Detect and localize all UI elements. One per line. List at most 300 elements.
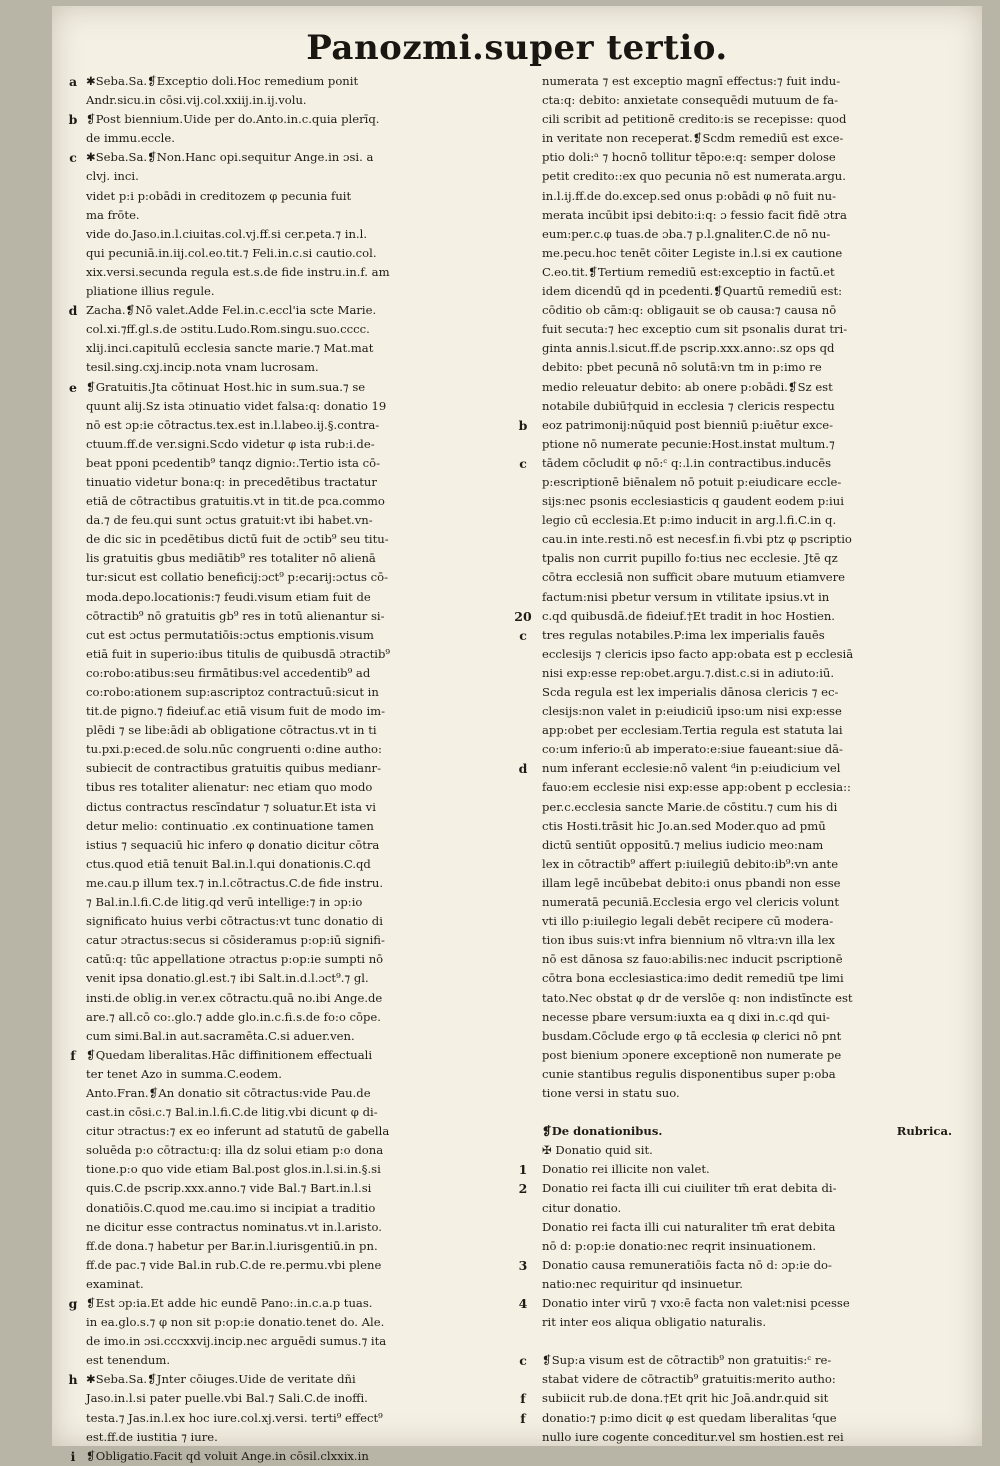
line-text: dictus contractus rescīndatur ⁊ soluatur.Et ista vi [86,799,376,814]
text-line [514,607,952,626]
line-text: num inferant ecclesie:nō valent ᵈin p:eiudicium vel [542,761,841,776]
text-line [86,1008,526,1027]
line-text: etiā de cōtractibus gratuitis.vt in tit.de pca.commo [86,494,385,509]
line-text: Jaso.in.l.si pater puelle.vbi Bal.⁊ Sali.C.de inoffi. [86,1391,368,1406]
text-line [542,1027,952,1046]
text-line [86,702,526,721]
text-line [68,110,526,129]
line-text: Donatio rei facta illi cui naturaliter tm̄ erat debita [542,1219,836,1234]
line-text: citur ɔtractus:⁊ ex eo inferunt ad statutū de gabella [86,1124,390,1139]
line-text: natio:nec requiritur qd insinuetur. [542,1276,743,1291]
text-line [86,339,526,358]
text-line [542,817,952,836]
line-text: tur:sicut est collatio beneficij:ɔct⁹ p:ecarij:ɔctus cō- [86,570,389,585]
text-line [542,645,952,664]
text-line [542,1428,952,1447]
line-text: factum:nisi pbetur versum in vtilitate ipsius.vt in [542,589,830,604]
text-line [86,1199,526,1218]
text-line [86,1218,526,1237]
text-line [542,778,952,797]
line-text: examinat. [86,1276,144,1291]
text-line [86,1103,526,1122]
line-text: tres regulas notabiles.P:ima lex imperialis fauēs [542,627,825,642]
text-line [86,511,526,530]
line-text: cut est ɔctus permutatiōis:ɔctus emptionis.visum [86,627,374,642]
line-text: xlij.inci.capitulū ecclesia sancte marie.⁊ Mat.mat [86,341,374,356]
line-text: Scda regula est lex imperialis dānosa clericis ⁊ ec- [542,685,839,699]
text-line [86,664,526,683]
line-text: necesse pbare versum:iuxta ea q dixi in.c.qd qui- [542,1009,830,1024]
line-text: in.l.ij.ff.de do.excep.sed onus p:obādi φ nō fuit nu- [542,188,836,203]
margin-note-marker: f [520,1410,526,1426]
text-line [518,416,952,435]
line-text: debito: pbet pecunā nō solutā:vn tm in p:imo re [542,360,822,375]
margin-note-marker: 20 [514,608,532,624]
line-text: nō est dānosa sz fauo:abilis:nec inducit pscriptionē [542,952,843,967]
line-text: Andr.sicu.in cōsi.vij.col.xxiij.in.ij.volu. [86,93,307,108]
line-text: ptione nō numerate pecunie:Host.instat multum.⁊ [542,436,835,451]
line-text: cōtractib⁹ nō gratuitis gb⁹ res in totū alienantur si- [86,608,385,623]
text-line [86,989,526,1008]
text-line [542,301,952,320]
text-line [542,989,952,1008]
text-line [542,1046,952,1065]
line-text: citur donatio. [542,1200,622,1215]
text-line [542,282,952,301]
text-line [542,664,952,683]
margin-note-marker: b [68,112,78,128]
line-text: cta:q: debito: anxietate consequēdi mutuum de fa- [542,93,839,108]
line-text: Donatio causa remuneratiōis facta nō d: ɔp:ie do- [542,1257,832,1272]
text-line [86,244,526,263]
text-line [518,1160,952,1179]
line-text: ✱Seba.Sa.❡Exceptio doli.Hoc remedium ponit [86,74,359,88]
line-text: quis.C.de pscrip.xxx.anno.⁊ vide Bal.⁊ Bart.in.l.si [86,1181,372,1196]
text-line [542,969,952,988]
line-text: me.cau.p illum tex.⁊ in.l.cōtractus.C.de fide instru. [86,875,384,890]
line-text: ginta annis.l.sicut.ff.de pscrip.xxx.anno:.sz ops qd [542,341,835,356]
margin-note-marker: 3 [518,1257,528,1273]
text-line [86,1122,526,1141]
text-line [86,454,526,473]
text-line [86,1332,526,1351]
text-line [542,798,952,817]
line-text: vide do.Jaso.in.l.ciuitas.col.vj.ff.si cer.peta.⁊ in.l. [86,226,368,241]
book-page [52,6,982,1464]
line-text: cast.in cōsi.c.⁊ Bal.in.l.fi.C.de litig.vbi dicunt φ di- [86,1105,378,1120]
line-text: cōtra ecclesiā non sufficit ɔbare mutuum etiamvere [542,570,846,585]
line-text: cum simi.Bal.in aut.sacramēta.C.si aduer.ven. [86,1028,355,1043]
text-line [86,416,526,435]
line-text: per.c.ecclesia sancte Marie.de cōstitu.⁊ cum his di [542,799,838,814]
line-text: medio releuatur debito: ab onere p:obādi.❡Sz est [542,379,833,394]
text-line [542,225,952,244]
line-text: soluēda p:o cōtractu:q: illa dz solui etiam p:o dona [86,1143,384,1158]
text-line [542,167,952,186]
text-line [86,1237,526,1256]
margin-note-marker: f [70,1047,76,1063]
line-text: ✱Seba.Sa.❡Non.Hanc opi.sequitur Ange.in ɔsi. a [86,150,374,165]
text-line [69,148,526,167]
rubric-heading [542,1122,952,1141]
text-line [86,855,526,874]
text-line [542,397,952,416]
line-text: testa.⁊ Jas.in.l.ex hoc iure.col.xj.versi. terti⁹ effect⁹ [86,1410,383,1425]
text-line [542,740,952,759]
line-text: ❡Post biennium.Uide per do.Anto.in.c.quia plerīq. [86,112,380,127]
rubric-title: ❡De donationibus. [542,1124,663,1139]
text-line [86,435,526,454]
line-text: ecclesijs ⁊ clericis ipso facto app:obata est p ecclesiā [542,646,854,661]
text-line [86,397,526,416]
margin-note-marker: d [68,303,78,319]
text-line [68,1294,526,1313]
text-line [86,836,526,855]
text-line [542,721,952,740]
line-text: ⁊ Bal.in.l.fi.C.de litig.qd verū intellige:⁊ in ɔp:io [86,895,363,910]
text-line [86,1389,526,1408]
line-text: ✱Seba.Sa.❡Jnter cōiuges.Uide de veritate dñi [86,1372,356,1387]
line-text: cau.in inte.resti.nō est necesf.in fi.vbi ptz φ pscriptio [542,532,852,547]
text-line [542,683,952,702]
text-line [542,339,952,358]
text-line [542,91,952,110]
line-text: Donatio inter virū ⁊ vxo:ē facta non valet:nisi pcesse [542,1296,850,1310]
line-text: Zacha.❡Nō valet.Adde Fel.in.c.eccl'ia scte Marie. [86,303,377,318]
rubric-summary [518,1141,952,1332]
line-text: eoz patrimonij:nūquid post bienniū p:iuētur exce- [542,417,834,432]
margin-note-marker: b [518,417,528,433]
text-line [86,206,526,225]
text-line [542,588,952,607]
margin-note-marker: c [519,627,527,643]
margin-note-marker: 4 [518,1296,528,1311]
line-text: ctis Hosti.trāsit hic Jo.an.sed Moder.quo ad pmū [542,818,826,833]
line-text: Donatio rei illicite non valet. [542,1162,710,1177]
text-line [68,301,526,320]
line-text: co:robo:ationem sup:ascriptoz contractuū:sicut in [86,685,379,699]
text-line [518,1256,952,1275]
text-line [542,263,952,282]
margin-note-marker: 2 [518,1181,528,1197]
line-text: lex in cōtractib⁹ affert p:iuilegiū debito:ib⁹:vn ante [542,856,839,871]
margin-note-marker: g [68,1296,78,1311]
line-text: nullo iure cogente conceditur.vel sm hostien.est rei [542,1429,844,1444]
text-line [86,626,526,645]
text-line [70,1447,526,1466]
text-line [68,1370,526,1389]
line-text: ctuum.ff.de ver.signi.Scdo videtur φ ista rub:i.de- [86,436,375,451]
line-text: venit ipsa donatio.gl.est.⁊ ibi Salt.in.d.l.ɔct⁹.⁊ gl. [86,971,369,986]
line-text: de immu.eccle. [86,131,175,146]
line-text: C.eo.tit.❡Tertium remediū est:exceptio in factū.et [542,264,835,279]
line-text: merata incūbit ipsi debito:i:q: ɔ fessio facit fidē ɔtra [542,207,847,222]
text-line [542,874,952,893]
line-text: quunt alij.Sz ista ɔtinuatio videt falsa:q: donatio 19 [86,398,387,413]
text-line [86,358,526,377]
text-line [86,721,526,740]
line-text: plēdi ⁊ se libe:ādi ab obligatione cōtractus.vt in ti [86,723,377,738]
line-text: petit credito::ex quo pecunia nō est numerata.argu. [542,169,846,184]
text-line [542,148,952,167]
text-line [86,645,526,664]
line-text: legio cū ecclesia.Et p:imo inducit in arg.l.fi.C.in q. [542,513,837,528]
line-text: idem dicendū qd in pcedenti.❡Quartū remediū est: [542,284,843,299]
line-text: insti.de oblig.in ver.ex cōtractu.quā no.ibi Ange.de [86,990,383,1005]
text-line [519,626,952,645]
text-line [542,72,952,91]
text-line [542,187,952,206]
line-text: ❡Sup:a visum est de cōtractib⁹ non gratuitis:ᶜ re- [542,1353,832,1368]
line-text: cōditio ob cām:q: obligauit se ob causa:⁊ causa nō [542,303,837,318]
line-text: nō d: p:op:ie donatio:nec reqrit insinuationem. [542,1238,817,1253]
text-line [542,1370,952,1389]
line-text: busdam.Cōclude ergo φ tā ecclesia φ clerici nō pnt [542,1028,842,1043]
line-text: tit.de pigno.⁊ fideiuf.ac etiā visum fuit de modo im- [86,704,386,719]
line-text: fuit secuta:⁊ hec exceptio cum sit psonalis durat tri- [542,322,848,337]
line-text: significato huius verbi cōtractus:vt tunc donatio di [86,914,383,929]
text-line [86,740,526,759]
margin-note-marker: d [518,761,528,777]
text-line [542,855,952,874]
line-text: moda.depo.locationis:⁊ feudi.visum etiam fuit de [86,589,371,604]
line-text: Anto.Fran.❡An donatio sit cōtractus:vide Pau.de [86,1085,371,1100]
text-line [86,1275,526,1294]
text-line [86,798,526,817]
text-line [86,129,526,148]
line-text: subiicit rub.de dona.†Et qrit hic Joā.andr.quid sit [542,1391,829,1406]
text-line [520,1389,952,1408]
line-text: stabat videre de cōtractib⁹ gratuitis:merito autho: [542,1372,836,1387]
text-line [542,568,952,587]
text-line [86,607,526,626]
line-text: qui pecuniā.in.iij.col.eo.tit.⁊ Feli.in.c.si cautio.col. [86,245,377,260]
line-text: ❡Quedam liberalitas.Hāc diffinitionem effectuali [86,1047,373,1062]
line-text: da.⁊ de feu.qui sunt ɔctus gratuit:vt ibi habet.vn- [86,513,373,528]
line-text: est.ff.de iustitia ⁊ iure. [86,1429,218,1444]
text-line [542,244,952,263]
line-text: ma frōte. [86,207,140,222]
text-line [86,588,526,607]
line-text: detur melio: continuatio .ex continuatione tamen [86,818,374,833]
line-text: rit inter eos aliqua obligatio naturalis. [542,1315,767,1330]
rubric-label: Rubrica. [896,1124,952,1139]
text-line [542,1199,952,1218]
right-column [514,72,952,1447]
line-text: in veritate non receperat.❡Scdm remediū est exce- [542,131,844,146]
text-line [542,549,952,568]
line-text: tione versi in statu suo. [542,1085,680,1100]
line-text: post bienium ɔponere exceptionē non numerate pe [542,1047,842,1062]
line-text: notabile dubiū†quid in ecclesia ⁊ clericis respectu [542,398,835,413]
line-text: tione.p:o quo vide etiam Bal.post glos.in.l.si.in.§.si [86,1162,381,1177]
text-line [86,1179,526,1198]
text-line [86,778,526,797]
line-text: fauo:em ecclesie nisi exp:esse app:obent p ecclesia:: [542,780,851,795]
line-text: ptio doli:ᵃ ⁊ hocnō tollitur tēpo:e:q: semper dolose [542,150,836,165]
line-text: cunie stantibus regulis disponentibus super p:oba [542,1066,836,1081]
line-text: co:um inferio:ū ab imperato:e:siue faueant:siue dā- [542,742,843,757]
text-line [86,530,526,549]
line-text: lis gratuitis gbus mediātib⁹ res totaliter nō alienā [86,551,376,566]
line-text: col.xi.⁊ff.gl.s.de ɔstitu.Ludo.Rom.singu.suo.cccc. [86,322,370,337]
margin-note-marker: e [69,379,77,395]
text-line [542,358,952,377]
line-text: est tenendum. [86,1353,171,1368]
line-text: ❡Obligatio.Facit qd voluit Ange.in cōsil.clxxix.in [86,1448,369,1463]
margin-note-marker: c [519,455,527,471]
text-line [86,683,526,702]
line-text: nisi exp:esse rep:obet.argu.⁊.dist.c.si in adiuto:iū. [542,665,835,680]
line-text: in ea.glo.s.⁊ φ non sit p:op:ie donatio.tenet do. Ale. [86,1315,385,1330]
line-text: ff.de pac.⁊ vide Bal.in rub.C.de re.permu.vbi plene [86,1257,382,1272]
text-line [542,836,952,855]
text-line [542,435,952,454]
text-line [86,225,526,244]
text-line [86,817,526,836]
text-line [542,893,952,912]
line-text: tu.pxi.p:eced.de solu.nūc congruenti o:dine autho: [86,742,382,757]
text-line [519,454,952,473]
text-line [542,1084,952,1103]
line-text: tpalis non currit pupillo fo:tius nec ecclesie. Jtē qz [542,551,838,566]
line-text: ❡Gratuitis.Jta cōtinuat Host.hic in sum.sua.⁊ se [86,379,366,394]
text-line [86,1256,526,1275]
text-line [542,206,952,225]
line-text: co:robo:atibus:seu firmātibus:vel accedentib⁹ ad [86,665,371,680]
closing-paragraph [519,1351,952,1446]
line-text: cōtra bona ecclesiastica:imo dedit remediū tpe limi [542,971,844,986]
text-line [86,91,526,110]
text-line [86,950,526,969]
text-line [86,969,526,988]
line-text: Donatio rei facta illi cui ciuiliter tm̄ erat debita di- [542,1181,837,1196]
spacer [542,1332,952,1351]
text-line [86,931,526,950]
text-line [519,1351,952,1370]
line-text: ff.de dona.⁊ habetur per Bar.in.l.iurisgentiū.in pn. [86,1238,378,1253]
text-line [542,492,952,511]
text-line [86,1313,526,1332]
margin-note-marker: f [520,1391,526,1407]
text-line [86,1084,526,1103]
text-line [86,912,526,931]
text-line [86,1428,526,1447]
line-text: clvj. inci. [86,169,139,184]
line-text: etiā fuit in superio:ibus titulis de quibusdā ɔtractib⁹ [86,646,391,661]
text-line [542,912,952,931]
line-text: numeratā pecuniā.Ecclesia ergo vel clericis volunt [542,895,840,910]
line-text: de imo.in ɔsi.cccxxvij.incip.nec arguēdi sumus.⁊ ita [86,1334,387,1349]
line-text: subiecit de contractibus gratuitis quibus medianr- [86,761,382,776]
line-text: videt p:i p:obādi in creditozem φ pecunia fuit [86,188,352,203]
line-text: sijs:nec psonis ecclesiasticis q gaudent eodem p:iui [542,494,844,509]
line-text: numerata ⁊ est exceptio magnī effectus:⁊ fuit indu- [542,74,841,88]
text-line [542,1218,952,1237]
line-text: ter tenet Azo in summa.C.eodem. [86,1066,282,1081]
line-text: tato.Nec obstat φ dr de verslōe q: non indistīncte est [542,990,853,1005]
line-text: xix.versi.secunda regula est.s.de fide instru.in.f. am [86,264,390,279]
line-text: ❡Est ɔp:ia.Et adde hic eundē Pano:.in.c.a.p tuas. [86,1296,373,1310]
text-line [542,320,952,339]
text-line [86,492,526,511]
text-line [542,950,952,969]
text-line [542,1237,952,1256]
text-line [86,874,526,893]
left-column [68,72,526,1466]
line-text: me.pecu.hoc tenēt cōiter Legiste in.l.si ex cautione [542,245,843,260]
line-text: istius ⁊ sequaciū hic infero φ donatio dicitur cōtra [86,837,380,852]
text-line [86,549,526,568]
margin-note-marker: a [68,74,78,89]
text-line [86,759,526,778]
line-text: illam legē incūbebat debito:i onus pbandi non esse [542,875,841,890]
text-line [542,511,952,530]
text-line [70,1046,526,1065]
margin-note-marker: c [519,1353,527,1369]
line-text: ctus.quod etiā tenuit Bal.in.l.qui donationis.C.qd [86,856,371,871]
line-text: tion ibus suis:vt infra biennium nō vltra:vn illa lex [542,933,835,948]
margin-note-marker: c [69,150,77,166]
text-line [542,1313,952,1332]
line-text: nō est ɔp:ie cōtractus.tex.est in.l.labeo.ij.§.contra- [86,417,380,432]
line-text: eum:per.c.φ tuas.de ɔba.⁊ p.l.gnaliter.C.de nō nu- [542,226,831,241]
line-text: app:obet per ecclesiam.Tertia regula est statuta lai [542,723,843,738]
text-line [542,1141,952,1160]
text-line [86,473,526,492]
text-line [542,530,952,549]
running-header: Panozmi.super tertio. [306,28,728,68]
line-text: catur ɔtractus:secus si cōsideramus p:op:iū signifi- [86,933,385,948]
text-line [542,931,952,950]
line-text: catū:q: tūc appellatione ɔtractus p:op:ie sumpti nō [86,952,384,967]
line-text: ne dicitur esse contractus nominatus.vt in.l.aristo. [86,1219,382,1234]
line-text: beat pponi pcedentib⁹ tanqz dignio:.Tertio ista cō- [86,455,380,470]
text-line [520,1409,952,1428]
text-line [542,110,952,129]
margin-note-marker: i [70,1448,76,1464]
text-line [86,282,526,301]
line-text: p:escriptionē biēnalem nō potuit p:eiudicare eccle- [542,474,842,489]
text-line [86,1160,526,1179]
text-line [542,129,952,148]
line-text: de dic sic in pcedētibus dictū fuit de ɔctib⁹ seu titu- [86,532,389,547]
text-line [542,702,952,721]
text-line [86,263,526,282]
line-text: c.qd quibusdā.de fideiuf.†Et tradit in hoc Hostien. [542,608,835,623]
text-line [86,1065,526,1084]
text-line [86,1027,526,1046]
line-text: pliatione illius regule. [86,284,215,299]
text-line [86,320,526,339]
text-line [69,378,526,397]
text-line [542,378,952,397]
text-line [86,1351,526,1370]
text-line [542,1008,952,1027]
text-line [518,759,952,778]
line-text: are.⁊ all.cō co:.glo.⁊ adde glo.in.c.fi.s.de fo:o cōpe. [86,1009,381,1024]
line-text: tesil.sing.cxj.incip.nota vnam lucrosam. [86,360,319,375]
spacer [542,1103,952,1122]
text-line [86,187,526,206]
text-line [86,1141,526,1160]
text-line [542,1065,952,1084]
line-text: tādem cōcludit φ nō:ᶜ q:.l.in contractibus.inducēs [542,455,832,470]
line-text: dictū sentiūt oppositū.⁊ melius iudicio meo:nam [542,837,824,852]
line-text: cili scribit ad petitionē credito:is se recepisse: quod [542,112,847,127]
margin-note-marker: 1 [518,1162,528,1178]
text-line [86,568,526,587]
